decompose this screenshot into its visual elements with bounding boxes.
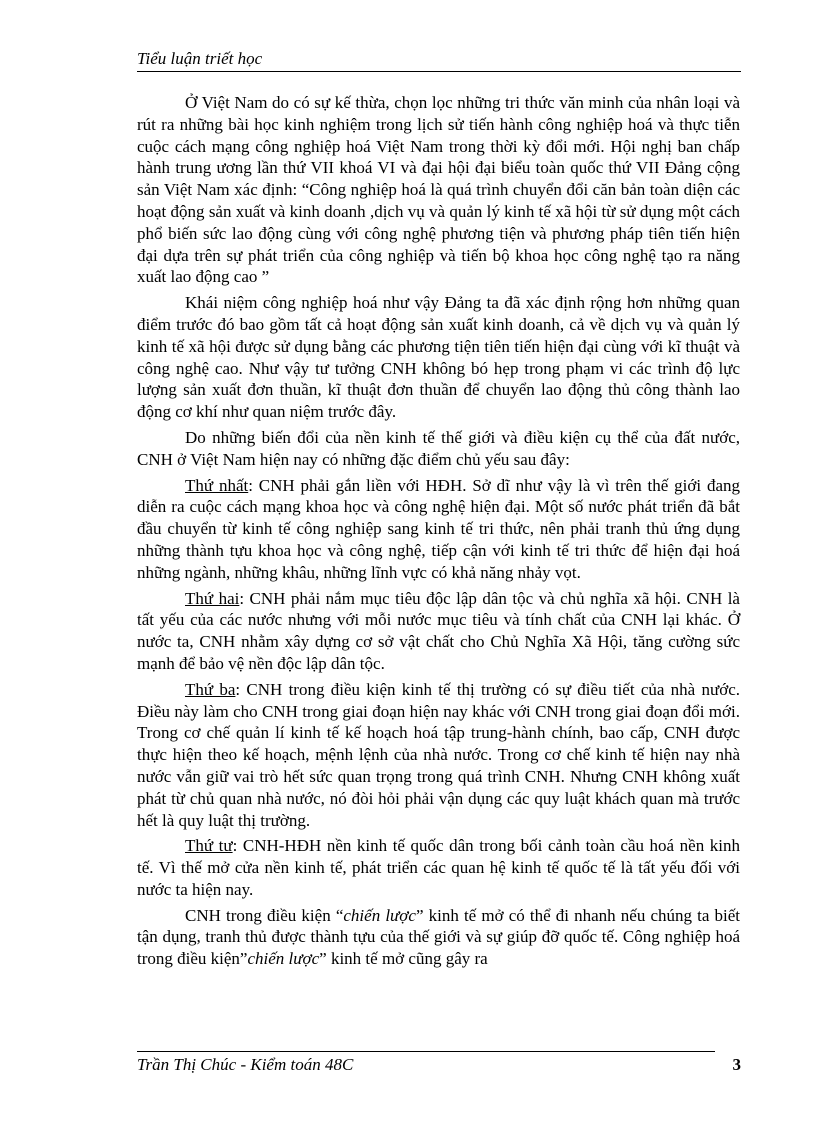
document-body <box>137 92 740 974</box>
paragraph-3: Do những biến đổi của nền kinh tế thế giới và điều kiện cụ thể của đất nước, CNH ở Việt Nam hiện nay có những đặc điểm chủ yếu sau đây: <box>137 427 740 469</box>
paragraph-8-emphasis-2: chiến lược <box>247 949 320 969</box>
paragraph-1: Ở Việt Nam do có sự kế thừa, chọn lọc những tri thức văn minh của nhân loại và rút ra những bài học kinh nghiệm trong lịch sử tiến hành công nghiệp hoá và thực tiễn cuộc cách mạng công nghiệp hoá Việt Nam trong thời kỳ đổi mới. Hội nghị ban chấp hành trung ương lần thứ VII khoá VI và đại hội đại biểu toàn quốc thứ VII Đảng cộng sản Việt Nam xác định: “Công nghiệp hoá là quá trình chuyển đổi căn bản toàn diện các hoạt động sản xuất và kinh doanh ,dịch vụ và quản lý kinh tế xã hội từ sử dụng một cách phổ biến sức lao động cùng với công nghệ phương tiện và phương pháp tiên tiến hiện đại dựa trên sự phát triển của công nghiệp và tiến bộ khoa học công nghệ tạo ra năng xuất lao động cao ” <box>137 93 740 287</box>
page-header <box>137 49 741 72</box>
point-label-2: Thứ hai <box>185 588 240 608</box>
paragraph-7 <box>137 835 740 900</box>
point-label-4: Thứ tư <box>185 836 233 856</box>
point-text-1: : CNH phải gắn liền với HĐH. Sở dĩ như vậy là vì trên thế giới đang diễn ra cuộc cách mạng khoa học và công nghệ hiện đại. Một số nước phát triển đã bắt đầu chuyển từ kinh tế công nghiệp sang kinh tế tri thức, nên phải tranh thủ ứng dụng những thành tựu khoa học và công nghệ, tiếp cận với kinh tế tri thức để hiện đại hoá những ngành, những khâu, những lĩnh vực có khả năng nhảy vọt. <box>137 475 740 582</box>
paragraph-2: Khái niệm công nghiệp hoá như vậy Đảng ta đã xác định rộng hơn những quan điểm trước đó bao gồm tất cả hoạt động sản xuất kinh doanh, cả về dịch vụ và quản lý kinh tế xã hội được sử dụng bằng các phương tiện tiên tiến hiện đại cùng với kĩ thuật và công nghệ cao. Như vậy tư tưởng CNH không bó hẹp trong phạm vi các trình độ lực lượng sản xuất đơn thuần, kĩ thuật đơn thuần để chuyển lao động thủ công thành lao động cơ khí như quan niệm trước đây. <box>137 293 740 422</box>
page-number: 3 <box>732 1055 741 1074</box>
paragraph-4 <box>137 475 740 584</box>
paragraph-8 <box>137 905 740 970</box>
footer-author: Trần Thị Chúc - Kiểm toán 48C <box>137 1055 354 1074</box>
paragraph-6 <box>137 679 740 832</box>
point-label-3: Thứ ba <box>185 679 236 699</box>
footer-rule <box>137 1051 715 1052</box>
point-text-4: : CNH-HĐH nền kinh tế quốc dân trong bối cảnh toàn cầu hoá nền kinh tế. Vì thế mở cửa nền kinh tế, phát triển các quan hệ kinh tế quốc tế là tất yếu đối với nước ta hiện nay. <box>137 836 740 899</box>
paragraph-8-part-c: ” kinh tế mở có thể đi nhanh nếu chúng ta biết tận dụng, tranh thủ được thành tựu của thế giới và sự giúp đỡ quốc tế. Công nghiệp hoá trong điều kiện” <box>137 905 741 969</box>
point-text-2: : CNH phải nắm mục tiêu độc lập dân tộc và chủ nghĩa xã hội. CNH là tất yếu của các nước nhưng với mỗi nước mục tiêu và tính chất của CNH lại khác. Ở nước ta, CNH nhằm xây dựng cơ sở vật chất cho Chủ Nghĩa Xã Hội, tăng cường sức mạnh để bảo vệ nền độc lập dân tộc. <box>137 588 740 673</box>
page-footer <box>137 1055 741 1077</box>
paragraph-8-emphasis-1: chiến lược <box>343 905 416 925</box>
paragraph-8-part-e: ” kinh tế mở cũng gây ra <box>319 949 488 969</box>
point-text-3: : CNH trong điều kiện kinh tế thị trường có sự điều tiết của nhà nước. Điều này làm cho CNH trong giai đoạn hiện nay khác với CNH trong giai đoạn đổi mới. Trong cơ chế quản lí kinh tế kế hoạch hoá tập trung-hành chính, bao cấp, CNH được thực hiện theo kế hoạch, mệnh lệnh của nhà nước. Trong cơ chế kinh tế hiện nay nhà nước vẫn giữ vai trò hết sức quan trọng trong quá trình CNH. Nhưng CNH không xuất phát từ chủ quan nhà nước, nó đòi hỏi phải vận dụng các quy luật khách quan mà trước hết là quy luật thị trường. <box>137 679 740 830</box>
point-label-1: Thứ nhất <box>185 475 249 495</box>
paragraph-8-part-a: CNH trong điều kiện “ <box>185 905 344 925</box>
header-title: Tiểu luận triết học <box>137 49 263 68</box>
paragraph-5 <box>137 588 740 675</box>
